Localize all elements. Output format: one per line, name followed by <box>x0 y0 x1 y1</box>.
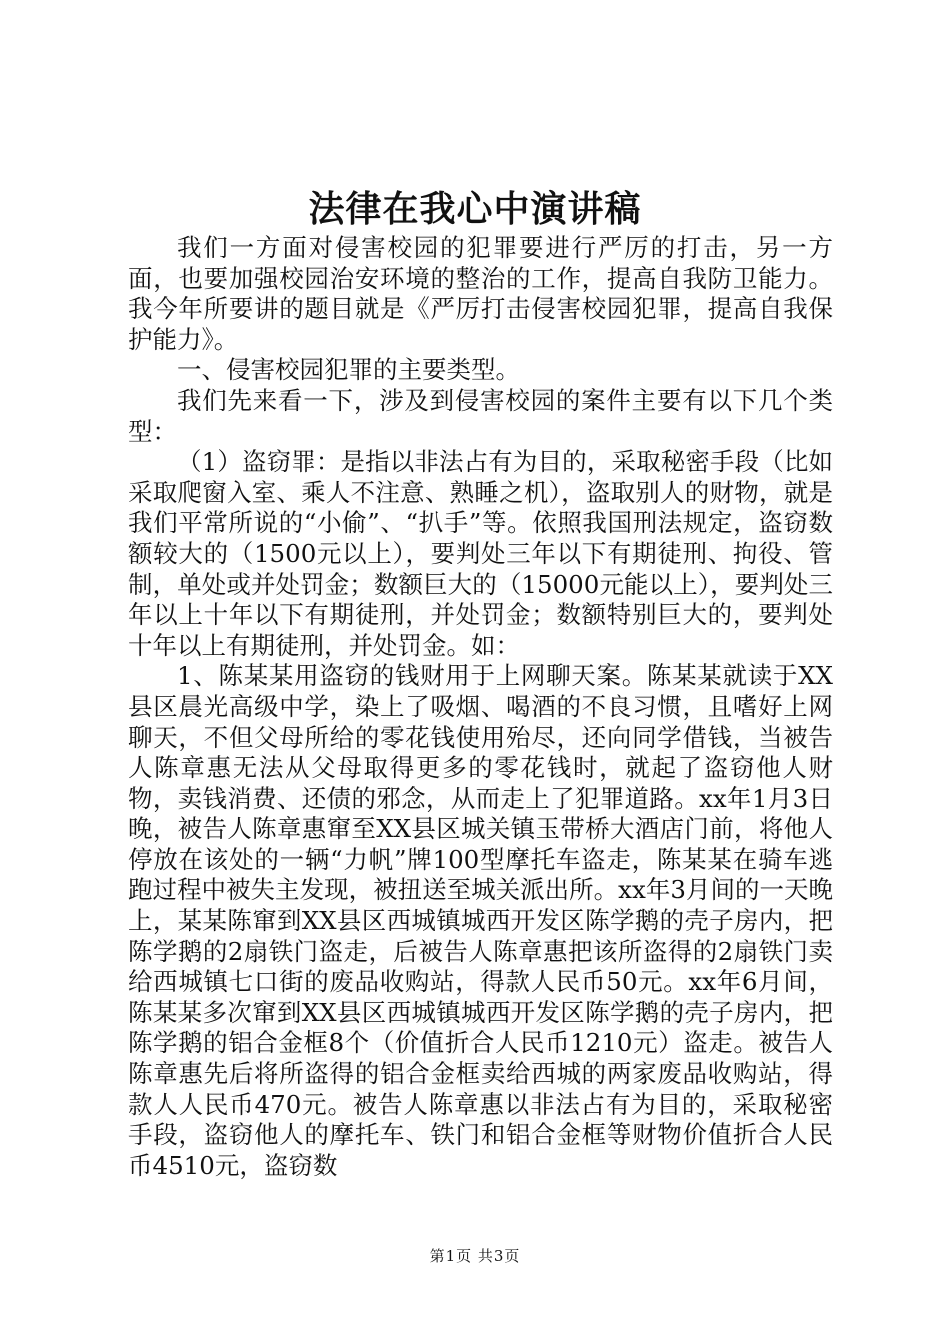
paragraph-theft-definition: （1）盗窃罪：是指以非法占有为目的，采取秘密手段（比如采取爬窗入室、乘人不注意、熟睡之机），盗取别人的财物，就是我们平常所说的“小偷”、“扒手”等。依照我国刑法规定，盗窃数额较大的（1500元以上），要判处三年以下有期徒刑、拘役、管制，单处或并处罚金；数额巨大的（15000元能以上），要判处三年以上十年以下有期徒刑，并处罚金；数额特别巨大的，要判处十年以上有期徒刑，并处罚金。如： <box>128 447 833 660</box>
page-footer: 第1页 共3页 <box>429 1247 521 1265</box>
paragraph-case-example: 1、陈某某用盗窃的钱财用于上网聊天案。陈某某就读于XX县区晨光高级中学，染上了吸烟、喝酒的不良习惯，且嗜好上网聊天，不但父母所给的零花钱使用殆尽，还向同学借钱，当被告人陈章惠无法从父母取得更多的零花钱时，就起了盗窃他人财物，卖钱消费、还债的邪念，从而走上了犯罪道路。xx年1月3日晚，被告人陈章惠窜至XX县区城关镇玉带桥大酒店门前，将他人停放在该处的一辆“力帆”牌100型摩托车盗走，陈某某在骑车逃跑过程中被失主发现，被扭送至城关派出所。xx年3月间的一天晚上，某某陈窜到XX县区西城镇城西开发区陈学鹅的壳子房内，把陈学鹅的2扇铁门盗走，后被告人陈章惠把该所盗得的2扇铁门卖给西城镇七口街的废品收购站，得款人民币50元。xx年6月间，陈某某多次窜到XX县区西城镇城西开发区陈学鹅的壳子房内，把陈学鹅的铝合金框8个（价值折合人民币1210元）盗走。被告人陈章惠先后将所盗得的铝合金框卖给西城的两家废品收购站，得款人人民币470元。被告人陈章惠以非法占有为目的，采取秘密手段，盗窃他人的摩托车、铁门和铝合金框等财物价值折合人民币4510元，盗窃数 <box>128 661 833 1180</box>
paragraph-section-heading: 一、侵害校园犯罪的主要类型。 <box>177 355 520 385</box>
document-body <box>128 233 833 1181</box>
document-title: 法律在我心中演讲稿 <box>308 188 642 230</box>
paragraph-types-intro: 我们先来看一下，涉及到侵害校园的案件主要有以下几个类型： <box>128 385 833 446</box>
paragraph-intro: 我们一方面对侵害校园的犯罪要进行严厉的打击，另一方面，也要加强校园治安环境的整治的工作，提高自我防卫能力。我今年所要讲的题目就是《严厉打击侵害校园犯罪，提高自我保护能力》。 <box>128 233 833 354</box>
